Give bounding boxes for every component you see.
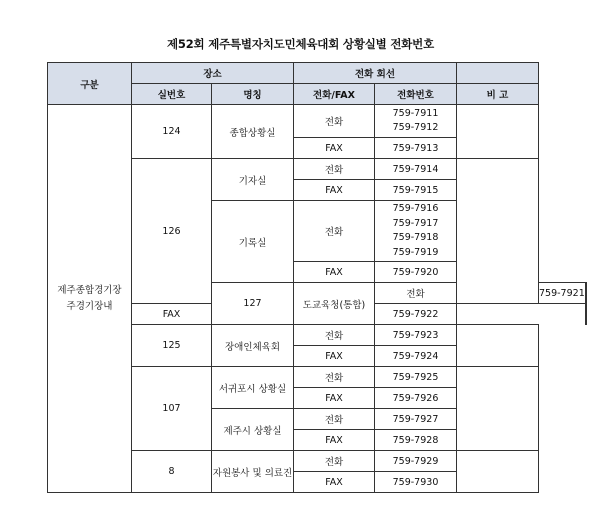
note-cell — [457, 367, 539, 451]
phone-number: 759-7923 — [375, 325, 457, 346]
location-line: 주경기장내 — [66, 300, 113, 312]
line-type: 전화 — [294, 325, 375, 346]
phone-number: 759-7911 — [392, 107, 439, 119]
room-name: 기자실 — [212, 159, 294, 201]
header-place: 장소 — [132, 63, 294, 84]
phone-number: 759-7912 — [392, 122, 439, 133]
line-type: 전화 — [294, 201, 375, 262]
line-type: FAX — [294, 346, 375, 367]
line-type: FAX — [294, 138, 375, 159]
table-row — [48, 105, 587, 138]
header-name: 명칭 — [212, 84, 294, 105]
phone-number: 759-7926 — [375, 388, 457, 409]
phone-number: 759-7925 — [375, 367, 457, 388]
room-name: 장애인체육회 — [212, 325, 294, 367]
line-type: 전화 — [294, 367, 375, 388]
phone-number: 759-7928 — [375, 430, 457, 451]
room-number: 8 — [132, 451, 212, 493]
note-cell — [585, 283, 586, 325]
room-name: 서귀포시 상황실 — [212, 367, 294, 409]
note-cell — [457, 159, 539, 304]
room-number: 107 — [132, 367, 212, 451]
phone-number: 759-7916 — [392, 203, 439, 214]
line-type: 전화 — [294, 159, 375, 180]
line-type: FAX — [294, 472, 375, 493]
room-number: 124 — [132, 105, 212, 159]
line-type: FAX — [294, 180, 375, 201]
phone-number: 759-7918 — [392, 232, 439, 243]
phone-number: 759-7915 — [375, 180, 457, 201]
line-type: 전화 — [294, 451, 375, 472]
line-type: 전화 — [294, 105, 375, 138]
phone-number: 759-7913 — [375, 138, 457, 159]
room-number: 126 — [132, 159, 212, 304]
line-type: FAX — [294, 430, 375, 451]
line-type: FAX — [294, 262, 375, 283]
header-row — [48, 63, 587, 84]
phone-number: 759-7930 — [375, 472, 457, 493]
phone-number: 759-7929 — [375, 451, 457, 472]
note-cell — [457, 451, 539, 493]
phone-number: 759-7921 — [539, 283, 586, 304]
room-name: 자원봉사 및 의료진 — [212, 451, 294, 493]
line-type: FAX — [132, 304, 212, 325]
line-type: FAX — [294, 388, 375, 409]
page-title: 제52회 제주특별자치도민체육대회 상황실별 전화번호 — [166, 37, 434, 51]
room-name: 기록실 — [212, 201, 294, 283]
phone-number: 759-7927 — [375, 409, 457, 430]
location-line: 제주종합경기장 — [57, 284, 122, 296]
phone-number: 759-7920 — [375, 262, 457, 283]
phone-number: 759-7919 — [392, 246, 439, 258]
header-line: 전화 회선 — [294, 63, 457, 84]
line-type: 전화 — [294, 409, 375, 430]
note-cell — [457, 325, 539, 367]
phone-number-cell — [375, 105, 457, 138]
phone-table — [47, 62, 587, 493]
header-type: 전화/FAX — [294, 84, 375, 105]
phone-number: 759-7917 — [392, 217, 439, 229]
room-name: 종합상황실 — [212, 105, 294, 159]
header-category: 구분 — [48, 63, 132, 105]
phone-number: 759-7922 — [375, 304, 457, 325]
note-cell — [457, 105, 539, 159]
room-number: 125 — [132, 325, 212, 367]
phone-number: 759-7914 — [375, 159, 457, 180]
header-number: 전화번호 — [375, 84, 457, 105]
phone-number-cell — [375, 201, 457, 262]
location-cell — [48, 105, 132, 493]
room-name: 제주시 상황실 — [212, 409, 294, 451]
header-blank — [457, 63, 539, 84]
line-type: 전화 — [375, 283, 457, 304]
header-note: 비 고 — [457, 84, 539, 105]
room-name: 도교육청(통합) — [294, 283, 375, 325]
room-number: 127 — [212, 283, 294, 325]
header-room-no: 실번호 — [132, 84, 212, 105]
phone-number: 759-7924 — [375, 346, 457, 367]
